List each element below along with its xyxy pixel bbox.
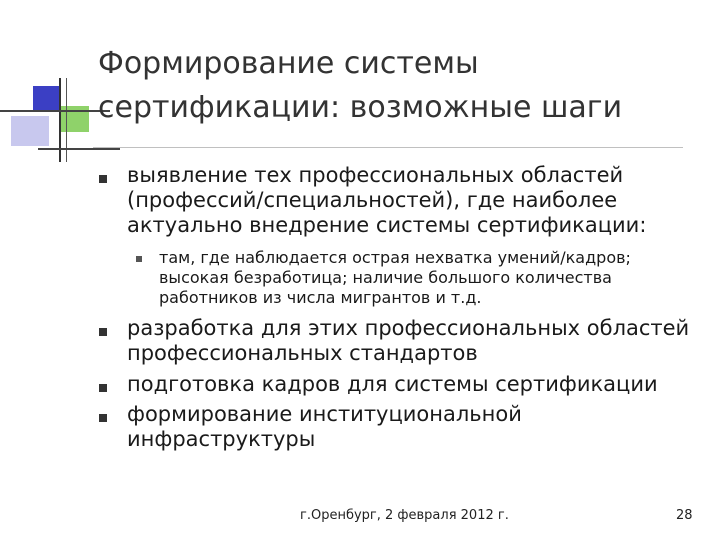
decorative-horizontal-line-bottom <box>38 148 120 150</box>
title-line: сертификации: возможные шаги <box>98 90 623 125</box>
square-bullet-icon <box>99 328 107 336</box>
sub-bullet-line: там, где наблюдается острая нехватка умений/кадров; <box>159 248 631 267</box>
square-bullet-icon <box>99 414 107 422</box>
decorative-horizontal-line-top <box>0 110 110 112</box>
bullet-text <box>127 402 522 452</box>
bullet-text <box>127 372 658 397</box>
square-bullet-icon <box>99 175 107 183</box>
page-number: 28 <box>676 508 693 523</box>
sub-bullet-icon <box>136 256 142 262</box>
bullet-line: выявление тех профессиональных областей <box>127 163 624 187</box>
decorative-lavender-square <box>11 116 49 146</box>
bullet-line: (профессий/специальностей), где наиболее <box>127 188 618 212</box>
footer-text: г.Оренбург, 2 февраля 2012 г. <box>300 508 509 523</box>
bullet-line: актуально внедрение системы сертификации: <box>127 213 647 237</box>
sub-bullet-line: высокая безработица; наличие большого количества <box>159 268 612 287</box>
bullet-line: профессиональных стандартов <box>127 341 478 365</box>
sub-bullet-line: работников из числа мигрантов и т.д. <box>159 288 482 307</box>
square-bullet-icon <box>99 384 107 392</box>
title-line: Формирование системы <box>98 46 479 81</box>
decorative-blue-square <box>33 86 59 112</box>
bullet-line: подготовка кадров для системы сертификации <box>127 372 658 396</box>
slide-title <box>98 42 698 130</box>
bullet-line: формирование институциональной <box>127 402 522 426</box>
title-divider <box>93 147 683 148</box>
bullet-line: разработка для этих профессиональных областей <box>127 316 690 340</box>
sub-bullet-text <box>159 248 631 308</box>
bullet-text <box>127 163 646 238</box>
bullet-text <box>127 316 689 366</box>
bullet-line: инфраструктуры <box>127 427 316 451</box>
